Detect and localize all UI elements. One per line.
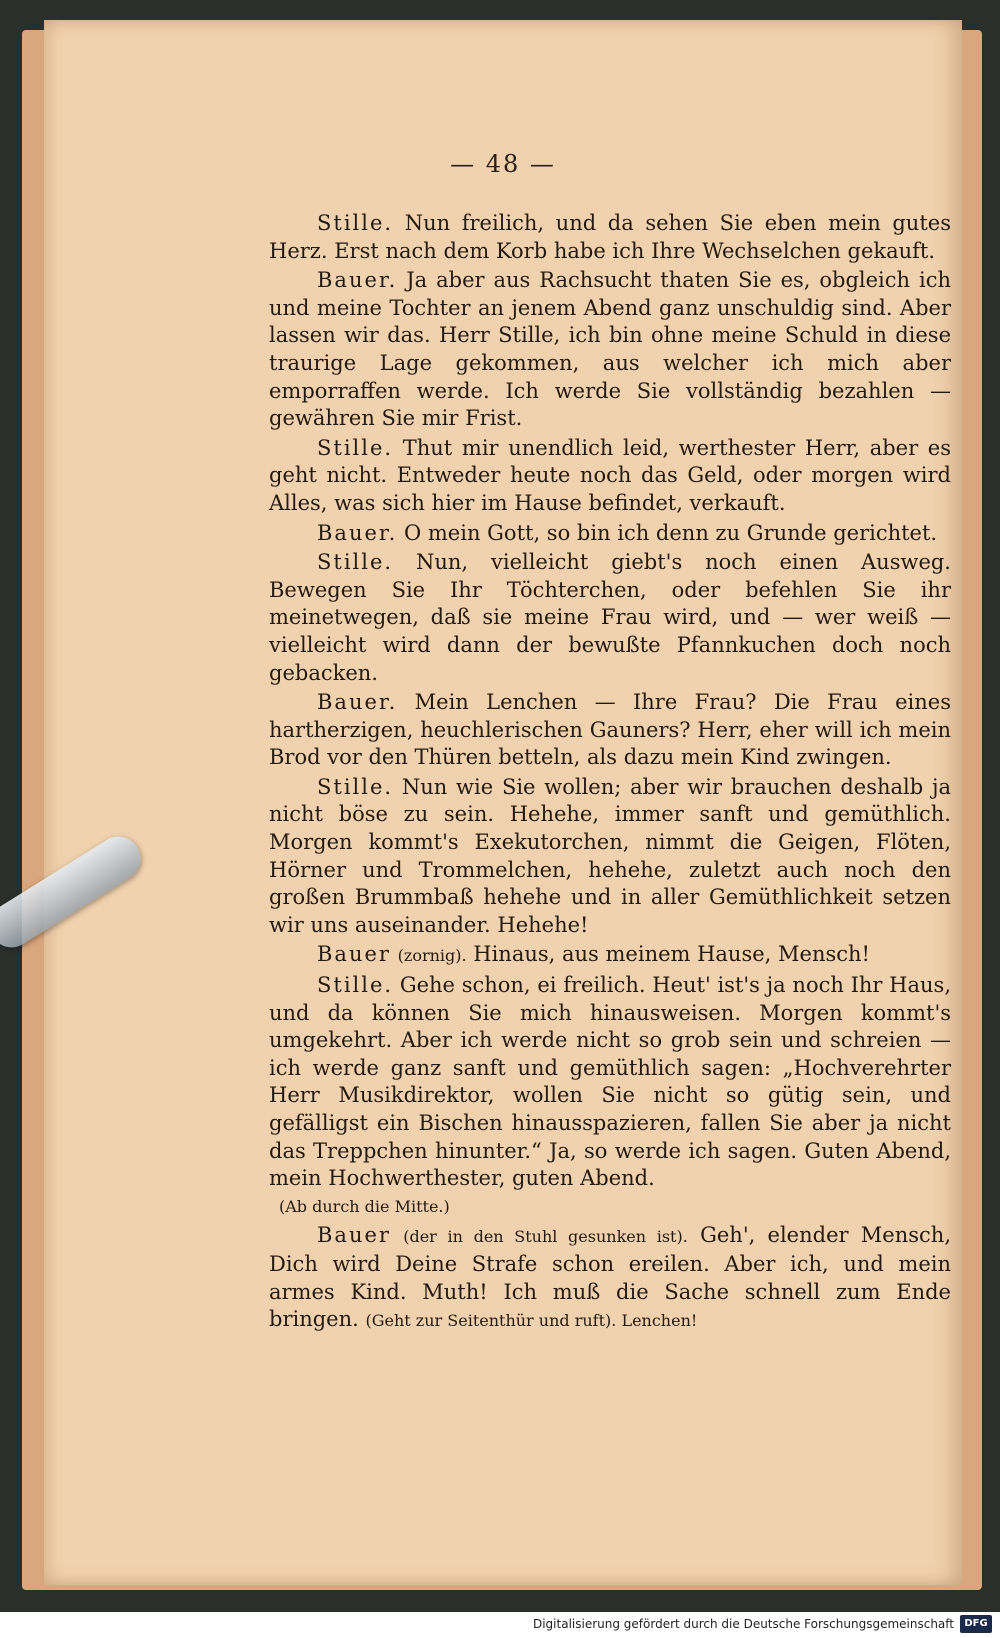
speaker-name: Bauer	[317, 1223, 391, 1248]
speech-text: Nun, vielleicht giebt's noch einen Ausweg. Bewegen Sie Ihr Töchterchen, oder befehlen Sie ihr meinetwegen, daß sie meine Frau wird, und — wer weiß — vielleicht wird dann der bewußte Pfannkuchen doch noch gebacken.	[269, 550, 951, 685]
speaker-name: Bauer	[317, 942, 391, 967]
speaker-name: Stille.	[317, 774, 394, 799]
stage-direction: (zornig).	[397, 946, 467, 966]
speech-10	[269, 1222, 951, 1334]
stage-direction-exit: (Geht zur Seitenthür und ruft). Lenchen!	[365, 1311, 698, 1331]
speaker-name: Bauer.	[317, 690, 398, 715]
speech-text: Nun wie Sie wollen; aber wir brauchen deshalb ja nicht böse zu sein. Hehehe, immer sanft und gemüthlich. Morgen kommt's Exekutorchen, nimmt die Geigen, Flöten, Hörner und Trommelchen, hehehe, zuletzt auch noch den großen Brummbaß hehehe und in aller Gemüthlichkeit setzen wir uns auseinander. Hehehe!	[269, 774, 951, 937]
speech-text: Gehe schon, ei freilich. Heut' ist's ja noch Ihr Haus, und da können Sie mich hinausweisen. Morgen kommt's umgekehrt. Aber ich werde nicht so grob sein und schreien — ich werde ganz sanft und gemüthlich sagen: „Hochverehrter Herr Musikdirektor, wollen Sie nicht so gütig sein, und gefälligst ein Bischen hinausspazieren, fallen Sie aber ja nicht das Treppchen hinunter.“ Ja, so werde ich sagen. Guten Abend, mein Hochwerthester, guten Abend.	[269, 973, 951, 1191]
speech-text: Hinaus, aus meinem Hause, Mensch!	[473, 942, 870, 967]
speech-text: Ja aber aus Rachsucht thaten Sie es, obgleich ich und meine Tochter an jenem Abend ganz unschuldig sind. Aber lassen wir das. Herr Stille, ich bin ohne meine Schuld in diese traurige Lage gekommen, aus welcher ich mich aber emporraffen werde. Ich werde Sie vollständig bezahlen — gewähren Sie mir Frist.	[269, 268, 951, 431]
speech-8	[269, 941, 951, 970]
speech-text: O mein Gott, so bin ich denn zu Grunde gerichtet.	[404, 520, 938, 545]
speech-text: Mein Lenchen — Ihre Frau? Die Frau eines hartherzigen, heuchlerischen Gauners? Herr, eher will ich mein Brod vor den Thüren betteln, als dazu mein Kind zwingen.	[269, 690, 951, 770]
funding-credit: Digitalisierung gefördert durch die Deutsche Forschungsgemeinschaft	[532, 1617, 954, 1631]
speech-text: Nun freilich, und da sehen Sie eben mein gutes Herz. Erst nach dem Korb habe ich Ihre Wechselchen gekauft.	[269, 211, 951, 263]
dfg-logo-icon: DFG	[960, 1615, 992, 1633]
book-page	[44, 20, 962, 1585]
stage-direction-exit: (Ab durch die Mitte.)	[279, 1196, 450, 1216]
speech-6	[269, 689, 951, 772]
play-text	[269, 210, 951, 1337]
speech-2	[269, 267, 951, 433]
speech-text: Geh', elender Mensch, Dich wird Deine Strafe schon ereilen. Aber ich, und mein armes Kind. Muth! Ich muß die Sache schnell zum Ende bringen.	[269, 1223, 951, 1332]
speech-7	[269, 774, 951, 940]
speech-5	[269, 549, 951, 687]
speech-1	[269, 210, 951, 265]
speech-text: Thut mir unendlich leid, werthester Herr, aber es geht nicht. Entweder heute noch das Geld, oder morgen wird Alles, was sich hier im Hause befindet, verkauft.	[269, 435, 951, 515]
speaker-name: Stille.	[317, 435, 394, 460]
speech-9	[269, 972, 951, 1220]
speech-4	[269, 520, 951, 548]
speech-3	[269, 435, 951, 518]
speaker-name: Stille.	[317, 211, 394, 235]
speaker-name: Bauer.	[317, 268, 398, 293]
page-number: — 48 —	[450, 150, 556, 178]
speaker-name: Stille.	[317, 973, 394, 998]
speaker-name: Stille.	[317, 550, 394, 575]
speaker-name: Bauer.	[317, 520, 398, 545]
stage-direction: (der in den Stuhl gesunken ist).	[403, 1227, 688, 1247]
